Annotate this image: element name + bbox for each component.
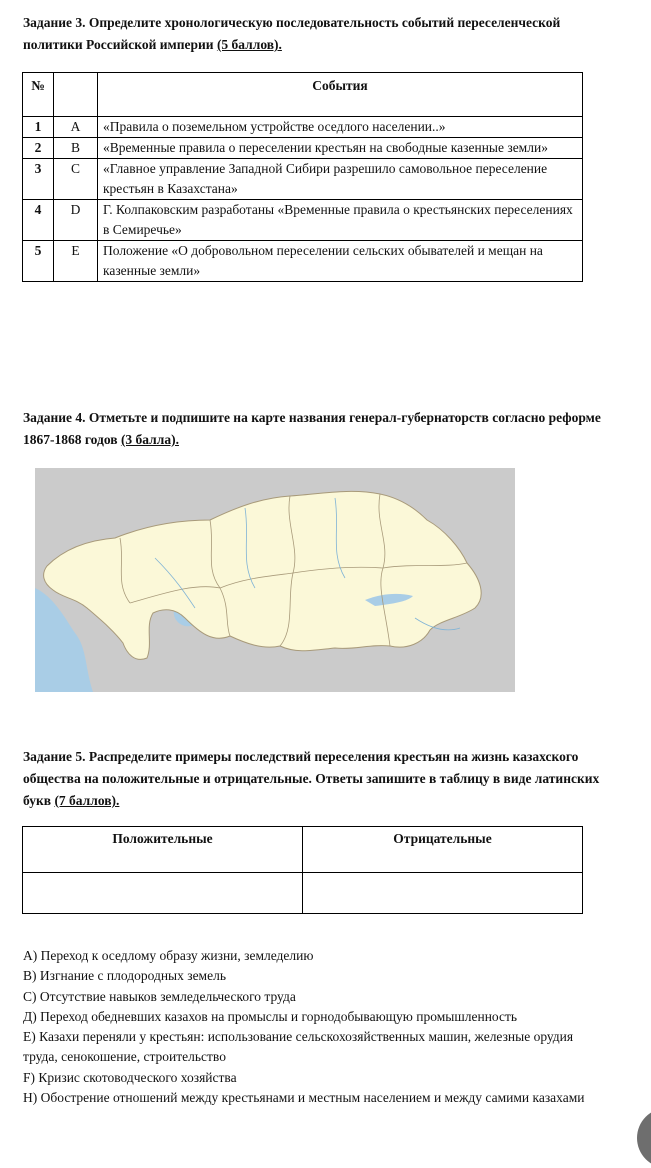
col-negative: Отрицательные: [303, 827, 583, 873]
row-letter: A: [54, 117, 98, 138]
header-events: События: [98, 73, 583, 117]
table-row: [23, 159, 583, 200]
row-event: «Правила о поземельном устройстве оседлого населении..»: [98, 117, 583, 138]
list-item: А) Переход к оседлому образу жизни, земледелию: [23, 948, 314, 963]
consequences-table: [22, 826, 583, 914]
task4-title: Задание 4. Отметьте и подпишите на карте названия генерал-губернаторств согласно реформе 1867-1868 годов: [23, 410, 601, 447]
task3-heading: [23, 12, 603, 56]
corner-button[interactable]: [637, 1108, 651, 1168]
task3-title: Задание 3. Определите хронологическую последовательность событий переселенческой политики Российской империи: [23, 15, 561, 52]
row-letter: E: [54, 241, 98, 282]
row-event: Положение «О добровольном переселении сельских обывателей и мещан на казенные земли»: [98, 241, 583, 282]
row-num: 1: [23, 117, 54, 138]
table-row: [23, 200, 583, 241]
kazakhstan-map[interactable]: [35, 468, 515, 692]
row-num: 2: [23, 138, 54, 159]
row-num: 5: [23, 241, 54, 282]
row-letter: B: [54, 138, 98, 159]
task5-points: (7 баллов).: [54, 793, 120, 808]
row-letter: D: [54, 200, 98, 241]
list-item: С) Отсутствие навыков земледельческого труда: [23, 988, 296, 1004]
consequences-header-row: [23, 827, 583, 873]
row-num: 3: [23, 159, 54, 200]
list-item: Д) Переход обедневших казахов на промыслы и горнодобывающую промышленность: [23, 1008, 518, 1024]
task3-points: (5 баллов).: [216, 37, 282, 52]
map-svg: [35, 468, 515, 692]
table-row: [23, 138, 583, 159]
positive-answer-cell[interactable]: [23, 873, 303, 914]
row-letter: C: [54, 159, 98, 200]
consequence-options: [23, 946, 588, 1108]
list-item: Н) Обострение отношений между крестьянами и местным населением и между самими казахами: [23, 1090, 585, 1106]
row-num: 4: [23, 200, 54, 241]
list-item: Е) Казахи переняли у крестьян: использование сельскохозяйственных машин, железные орудия труда, сенокошение, строительство: [23, 1029, 574, 1065]
col-positive: Положительные: [23, 827, 303, 873]
header-letter: [54, 73, 98, 117]
task4-heading: [23, 407, 603, 451]
list-item: В) Изгнание с плодородных земель: [23, 968, 226, 984]
task5-heading: [23, 746, 603, 812]
list-item: F) Кризис скотоводческого хозяйства: [23, 1069, 237, 1085]
negative-answer-cell[interactable]: [303, 873, 583, 914]
consequences-answer-row: [23, 873, 583, 914]
table-row: [23, 241, 583, 282]
table-row: [23, 117, 583, 138]
task4-points: (3 балла).: [120, 432, 179, 447]
task5-title: Задание 5. Распределите примеры последствий переселения крестьян на жизнь казахского общества на положительные и отрицательные. Ответы запишите в таблицу в виде латинских букв: [23, 749, 600, 808]
events-table: [22, 72, 583, 282]
row-event: «Временные правила о переселении крестьян на свободные казенные земли»: [98, 138, 583, 159]
events-header-row: [23, 73, 583, 117]
row-event: «Главное управление Западной Сибири разрешило самовольное переселение крестьян в Казахстана»: [98, 159, 583, 200]
row-event: Г. Колпаковским разработаны «Временные правила о крестьянских переселениях в Семиречье»: [98, 200, 583, 241]
header-num: №: [23, 73, 54, 117]
